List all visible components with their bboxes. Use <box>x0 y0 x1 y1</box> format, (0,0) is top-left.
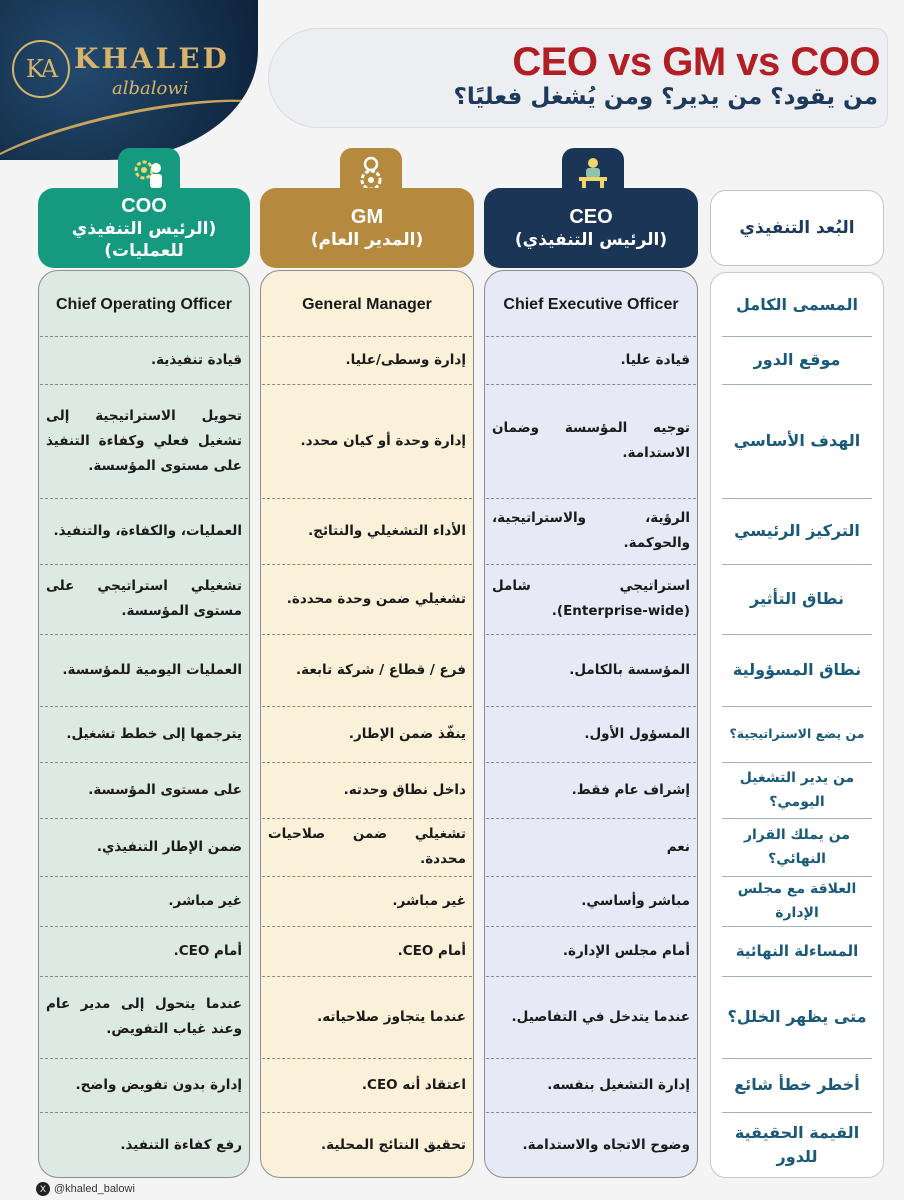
gm-cell-text: تشغيلي ضمن وحدة محددة. <box>286 590 466 607</box>
ceo-cell-text: عندما يتدخل في التفاصيل. <box>511 1008 690 1025</box>
coo-cell-text: رفع كفاءة التنفيذ. <box>120 1136 242 1153</box>
coo-cell-text: العمليات، والكفاءة، والتنفيذ. <box>53 522 242 539</box>
row-dimension-label: التركيز الرئيسي <box>734 521 860 540</box>
desk-executive-icon <box>574 154 612 192</box>
coo-header-en: COO <box>121 195 167 218</box>
ceo-cell-text: وضوح الاتجاه والاستدامة. <box>522 1136 690 1153</box>
ceo-cell <box>492 564 690 634</box>
gm-cell-text: General Manager <box>302 296 432 313</box>
dimension-column-header: البُعد التنفيذي <box>710 190 884 266</box>
operations-gear-icon <box>130 154 168 192</box>
coo-cell-text: ضمن الإطار التنفيذي. <box>96 838 242 855</box>
page-title: CEO vs GM vs COO <box>512 40 880 84</box>
gm-cell <box>268 1058 466 1112</box>
gm-cell-text: داخل نطاق وحدته. <box>343 781 466 798</box>
gm-cell-text: تحقيق النتائج المحلية. <box>321 1136 466 1153</box>
ceo-cell-text: إدارة التشغيل بنفسه. <box>547 1076 690 1093</box>
row-dimension-label: من يملك القرار النهائي؟ <box>743 827 851 867</box>
coo-cell-text: Chief Operating Officer <box>55 296 233 313</box>
ceo-cell <box>492 976 690 1058</box>
coo-cell-text: عندما يتحول إلى مدير عام وعند غياب التفويض. <box>46 996 242 1037</box>
coo-cell <box>46 976 242 1058</box>
row-dimension-label: المساءلة النهائية <box>735 942 859 960</box>
gm-cell-text: الأداء التشغيلي والنتائج. <box>308 522 466 539</box>
coo-cell <box>46 274 242 336</box>
gm-cell <box>268 876 466 926</box>
gm-cell-text: اعتقاد أنه CEO. <box>361 1076 466 1093</box>
ceo-column-header <box>484 188 698 268</box>
coo-cell-text: على مستوى المؤسسة. <box>88 781 242 798</box>
ceo-cell-text: توجيه المؤسسة وضمان الاستدامة. <box>492 420 690 461</box>
ceo-cell-text: أمام مجلس الإدارة. <box>562 942 690 959</box>
coo-cell-text: قيادة تنفيذية. <box>150 351 242 368</box>
footer-handle: @khaled_balowi <box>54 1183 135 1195</box>
coo-cell <box>46 498 242 564</box>
ceo-cell <box>492 634 690 706</box>
ceo-cell-text: المسؤول الأول. <box>584 725 690 742</box>
row-dimension-label: من يضع الاستراتيجية؟ <box>729 726 865 741</box>
ceo-cell-text: قيادة عليا. <box>620 351 690 368</box>
ceo-cell-text: إشراف عام فقط. <box>571 781 690 798</box>
ceo-cell <box>492 274 690 336</box>
coo-cell <box>46 336 242 384</box>
coo-column-header <box>38 188 250 268</box>
gm-column-header <box>260 188 474 268</box>
ceo-cell <box>492 336 690 384</box>
ceo-cell-text: مباشر وأساسي. <box>581 892 690 909</box>
gm-cell <box>268 706 466 762</box>
coo-cell-text: تحويل الاستراتيجية إلى تشغيل فعلي وكفاءة التنفيذ على مستوى المؤسسة. <box>46 407 242 474</box>
footer <box>36 1182 135 1196</box>
row-dimension-label: القيمة الحقيقية للدور <box>734 1123 860 1166</box>
gm-cell-text: إدارة وسطى/عليا. <box>345 351 466 368</box>
ceo-cell <box>492 926 690 976</box>
row-dimension-label: نطاق المسؤولية <box>732 660 862 679</box>
ceo-cell-text: استراتيجي شامل (Enterprise-wide). <box>492 578 690 619</box>
row-dimension-label: المسمى الكامل <box>736 295 858 314</box>
gm-cell <box>268 1112 466 1178</box>
gm-cell <box>268 274 466 336</box>
ceo-cell <box>492 818 690 876</box>
gm-cell <box>268 384 466 498</box>
ceo-cell <box>492 706 690 762</box>
row-dimension-label: موقع الدور <box>753 350 841 369</box>
coo-cell <box>46 634 242 706</box>
gm-cell <box>268 762 466 818</box>
row-dimension-label: من يدير التشغيل اليومي؟ <box>739 770 855 810</box>
ceo-cell <box>492 498 690 564</box>
coo-cell <box>46 1058 242 1112</box>
ceo-cell-text: الرؤية، والاستراتيجية، والحوكمة. <box>492 510 690 551</box>
row-dimension-label: نطاق التأثير <box>750 589 844 608</box>
ceo-cell <box>492 876 690 926</box>
gm-cell-text: غير مباشر. <box>392 892 466 909</box>
ceo-header-en: CEO <box>569 205 613 228</box>
manager-gear-icon <box>352 154 390 192</box>
gm-cell-text: ينفّذ ضمن الإطار. <box>348 725 466 742</box>
coo-header-ar: (الرئيس التنفيذي للعمليات) <box>71 219 217 261</box>
coo-cell <box>46 564 242 634</box>
coo-cell <box>46 876 242 926</box>
coo-cell-text: يترجمها إلى خطط تشغيل. <box>66 725 242 742</box>
gm-cell <box>268 634 466 706</box>
row-dimension-label: العلاقة مع مجلس الإدارة <box>737 881 857 921</box>
ceo-cell-text: نعم <box>666 838 690 855</box>
ceo-cell-text: Chief Executive Officer <box>503 296 679 313</box>
row-dimension-label: الهدف الأساسي <box>733 431 861 450</box>
ceo-cell <box>492 1112 690 1178</box>
coo-cell <box>46 762 242 818</box>
ceo-header-ar: (الرئيس التنفيذي) <box>514 229 668 250</box>
gm-cell <box>268 976 466 1058</box>
brand-subname: albalowi <box>112 78 189 99</box>
brand-logo-monogram: KA <box>12 40 70 98</box>
coo-cell-text: تشغيلي استراتيجي على مستوى المؤسسة. <box>46 578 242 619</box>
gm-cell <box>268 564 466 634</box>
gm-cell <box>268 336 466 384</box>
coo-cell-text: أمام CEO. <box>173 942 242 959</box>
gm-cell <box>268 498 466 564</box>
coo-cell-text: غير مباشر. <box>168 892 242 909</box>
gm-cell-text: تشغيلي ضمن صلاحيات محددة. <box>268 826 466 867</box>
coo-cell-text: إدارة بدون تفويض واضح. <box>75 1076 242 1093</box>
coo-cell <box>46 706 242 762</box>
ceo-cell-text: المؤسسة بالكامل. <box>569 661 690 678</box>
coo-cell <box>46 818 242 876</box>
coo-cell <box>46 384 242 498</box>
ceo-cell <box>492 384 690 498</box>
coo-cell-text: العمليات اليومية للمؤسسة. <box>62 661 242 678</box>
gm-cell <box>268 818 466 876</box>
coo-cell <box>46 926 242 976</box>
brand-panel <box>0 0 258 160</box>
coo-cell <box>46 1112 242 1178</box>
ceo-cell <box>492 1058 690 1112</box>
ceo-cell <box>492 762 690 818</box>
gm-cell <box>268 926 466 976</box>
row-dimension-label: متى يظهر الخلل؟ <box>727 1007 867 1026</box>
brand-name: KHALED <box>74 42 230 75</box>
page-subtitle: من يقود؟ من يدير؟ ومن يُشغل فعليًا؟ <box>453 84 878 110</box>
gm-cell-text: فرع / قطاع / شركة تابعة. <box>296 661 466 678</box>
gm-cell-text: أمام CEO. <box>397 942 466 959</box>
gm-header-en: GM <box>350 205 384 228</box>
row-dimension-label: أخطر خطأ شائع <box>734 1075 860 1094</box>
gm-cell-text: إدارة وحدة أو كيان محدد. <box>300 432 466 449</box>
gm-cell-text: عندما يتجاوز صلاحياته. <box>317 1008 466 1025</box>
gm-header-ar: (المدير العام) <box>310 229 424 250</box>
x-logo-icon: X <box>36 1182 50 1196</box>
